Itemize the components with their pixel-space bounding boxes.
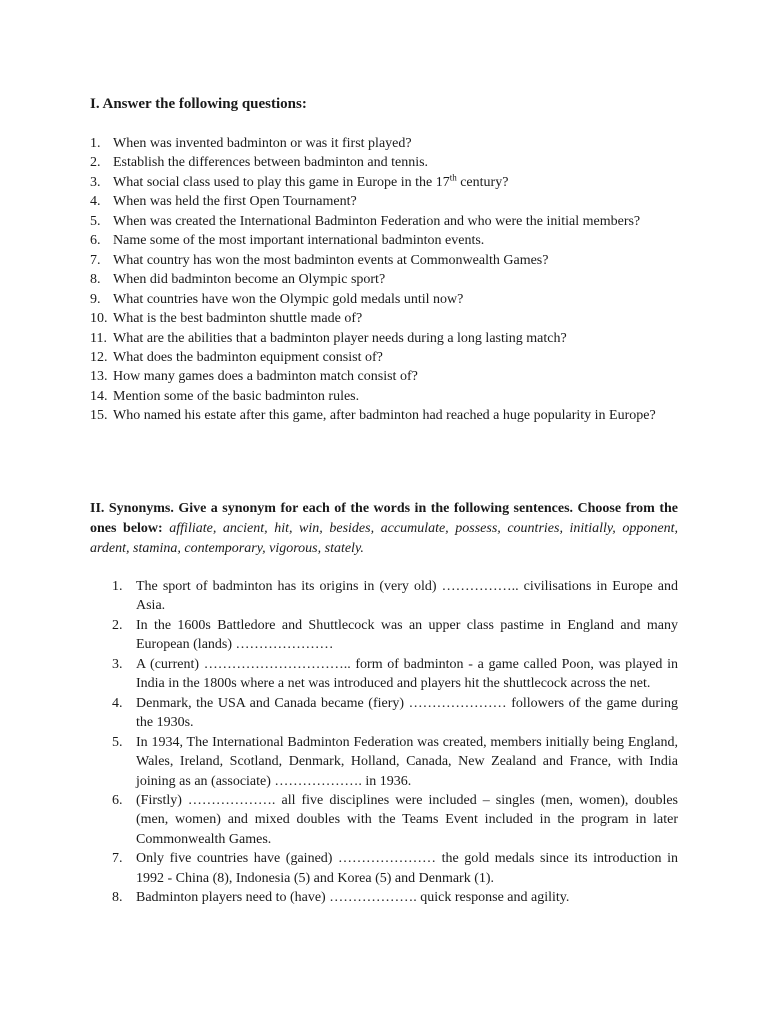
sentence-number: 7. — [112, 851, 123, 867]
question-text — [113, 212, 678, 231]
section-1-heading: I. Answer the following questions: — [90, 96, 307, 112]
sentence-item — [112, 577, 678, 616]
sentence-item — [112, 888, 678, 907]
sentence-item — [112, 655, 678, 694]
question-text-pre: What are the abilities that a badminton player needs during a long lasting match? — [113, 330, 567, 346]
questions-list — [90, 134, 678, 426]
question-text — [113, 309, 678, 328]
sentence-text — [136, 733, 678, 791]
question-text — [113, 173, 678, 192]
sentence-text-text: Only five countries have (gained) ………………… the gold medals since its introduction in 1992 - China (8), Indonesia (5) and Korea (5) and Denmark (1). — [136, 851, 678, 886]
sentence-item — [112, 849, 678, 888]
question-item — [90, 212, 678, 231]
question-item — [90, 231, 678, 250]
question-text-pre: Mention some of the basic badminton rules. — [113, 388, 360, 404]
question-item — [90, 387, 678, 406]
question-number: 11. — [90, 330, 107, 346]
question-text — [113, 348, 678, 367]
sentence-text-text: A (current) ………………………….. form of badminton - a game called Poon, was played in India in the 1800s where a net was introduced and players hit the shuttlecock across the net. — [136, 656, 678, 692]
question-text-pre: Name some of the most important international badminton events. — [113, 233, 485, 249]
sentence-text-text: The sport of badminton has its origins in (very old) …………….. civilisations in Europe and Asia. — [136, 579, 678, 614]
question-item — [90, 153, 678, 172]
question-text-pre: Establish the differences between badminton and tennis. — [113, 155, 429, 171]
question-text — [113, 231, 678, 250]
question-text-pre: What social class used to play this game in Europe in the 17 — [113, 174, 450, 190]
question-text-pre: Who named his estate after this game, after badminton had reached a huge popularity in Europe? — [113, 408, 656, 424]
sentence-text-text: Badminton players need to (have) ………………. quick response and agility. — [136, 890, 570, 906]
sentence-item — [112, 694, 678, 733]
section-2-heading: II. Synonyms. Give a synonym for each of the words in the following sentences. Choose from the ones below: — [90, 501, 678, 536]
question-text-pre: What does the badminton equipment consist of? — [113, 349, 383, 365]
sentence-number: 1. — [112, 579, 123, 594]
question-item — [90, 367, 678, 386]
sentence-number: 8. — [112, 890, 123, 906]
question-number: 4. — [90, 194, 101, 210]
sentence-number: 4. — [112, 695, 123, 711]
question-text — [113, 387, 678, 406]
question-item — [90, 192, 678, 211]
question-text-pre: What country has won the most badminton events at Commonwealth Games? — [113, 252, 549, 268]
sentence-number: 5. — [112, 734, 123, 750]
question-text-pre: What is the best badminton shuttle made of? — [113, 311, 363, 327]
sentence-text — [136, 694, 678, 733]
question-text-sup: th — [449, 172, 457, 183]
question-text — [113, 251, 678, 270]
sentence-text — [136, 791, 678, 849]
sentence-number: 6. — [112, 792, 123, 808]
question-text — [113, 329, 678, 348]
question-text — [113, 406, 678, 425]
section-2-intro — [90, 499, 678, 559]
question-item — [90, 329, 678, 348]
question-item — [90, 251, 678, 270]
question-number: 1. — [90, 136, 101, 151]
sentence-text — [136, 655, 678, 694]
question-number: 6. — [90, 233, 101, 249]
question-item — [90, 173, 678, 192]
question-text-pre: When was held the first Open Tournament? — [113, 194, 357, 210]
question-text — [113, 270, 678, 289]
question-text-pre: How many games does a badminton match consist of? — [113, 369, 418, 385]
question-number: 2. — [90, 155, 101, 171]
sentence-text-text: In the 1600s Battledore and Shuttlecock was an upper class pastime in England and many European (lands) ………………… — [136, 617, 678, 653]
sentence-number: 2. — [112, 617, 123, 633]
question-item — [90, 270, 678, 289]
sentence-item — [112, 791, 678, 849]
question-text — [113, 367, 678, 386]
question-item — [90, 406, 678, 425]
sentence-item — [112, 616, 678, 655]
sentences-list — [112, 577, 678, 908]
sentence-text — [136, 888, 678, 907]
question-number: 13. — [90, 369, 108, 385]
sentence-text — [136, 577, 678, 616]
question-number: 9. — [90, 291, 101, 307]
question-number: 10. — [90, 311, 108, 327]
sentence-number: 3. — [112, 656, 123, 672]
question-number: 7. — [90, 252, 101, 268]
question-text-pre: When was invented badminton or was it first played? — [113, 136, 412, 151]
question-text — [113, 290, 678, 309]
question-number: 5. — [90, 213, 101, 229]
question-text — [113, 153, 678, 172]
question-number: 14. — [90, 388, 108, 404]
question-item — [90, 290, 678, 309]
sentence-text-text: Denmark, the USA and Canada became (fiery) ………………… followers of the game during the 1930s. — [136, 695, 678, 731]
sentence-text-text: In 1934, The International Badminton Federation was created, members initially being England, Wales, Ireland, Scotland, Denmark, Holland, Canada, New Zealand and France, with India joining as an (associate) ………………. in 1936. — [136, 734, 678, 789]
question-text-pre: When was created the International Badminton Federation and who were the initial members? — [113, 213, 641, 229]
synonym-word-bank: affiliate, ancient, hit, win, besides, accumulate, possess, countries, initially, opponent, ardent, stamina, contemporary, vigorous, stately. — [90, 521, 678, 556]
question-text — [113, 192, 678, 211]
question-number: 15. — [90, 408, 108, 424]
sentence-text — [136, 616, 678, 655]
question-item — [90, 309, 678, 328]
question-text-post: century? — [456, 174, 509, 190]
sentence-item — [112, 733, 678, 791]
question-number: 3. — [90, 174, 101, 190]
question-number: 12. — [90, 349, 108, 365]
question-text — [113, 134, 678, 153]
sentence-text — [136, 849, 678, 888]
question-number: 8. — [90, 272, 101, 288]
question-text-pre: When did badminton become an Olympic sport? — [113, 272, 386, 288]
question-item — [90, 134, 678, 153]
question-item — [90, 348, 678, 367]
sentence-text-text: (Firstly) ………………. all five disciplines were included – singles (men, women), doubles (men, women) and mixed doubles with the Teams Event included in the program in later Commonwealth Games. — [136, 792, 678, 847]
question-text-pre: What countries have won the Olympic gold medals until now? — [113, 291, 464, 307]
